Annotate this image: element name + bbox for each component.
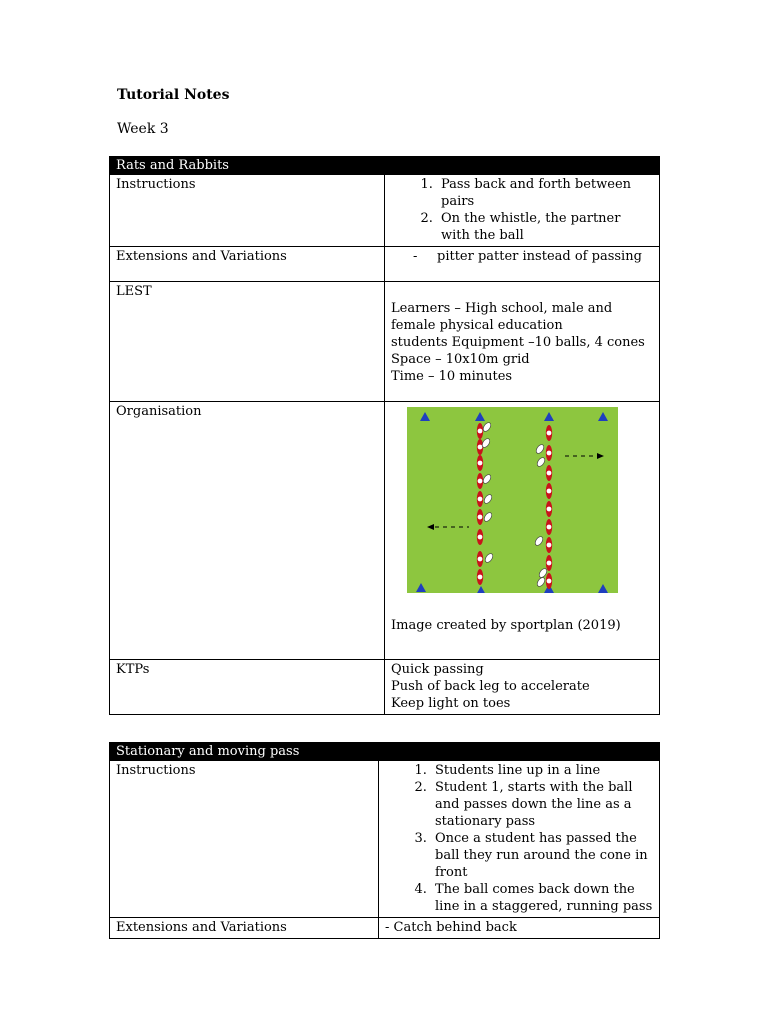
- lest-label: LEST: [110, 282, 385, 402]
- lest-line: students Equipment –10 balls, 4 cones: [391, 335, 645, 350]
- player-icon: [546, 519, 552, 535]
- instructions-list: [385, 762, 653, 915]
- instruction-item: 4. The ball comes back down the line in a staggered, running pass: [431, 881, 653, 915]
- player-icon: [546, 445, 552, 461]
- ktp-item: Quick passing: [391, 662, 484, 677]
- organisation-label: Organisation: [110, 402, 385, 660]
- instruction-item: 1. Students line up in a line: [431, 762, 653, 779]
- lest-line: Learners – High school, male and: [391, 301, 613, 316]
- player-icon: [477, 423, 483, 439]
- document-title: Tutorial Notes: [117, 87, 230, 103]
- image-caption: Image created by sportplan (2019): [391, 618, 621, 633]
- ktps-cell: [385, 660, 660, 715]
- list-dash: -: [413, 249, 418, 264]
- table-header: Stationary and moving pass: [110, 743, 660, 761]
- lest-line: Space – 10x10m grid: [391, 352, 530, 367]
- ktp-item: Push of back leg to accelerate: [391, 679, 590, 694]
- player-icon: [546, 425, 552, 441]
- instruction-item: 1. Pass back and forth between pairs: [437, 176, 653, 210]
- player-icon: [477, 439, 483, 455]
- instruction-item: 3. Once a student has passed the ball they run around the cone in front: [431, 830, 653, 881]
- lest-line: Time – 10 minutes: [391, 369, 513, 384]
- player-icon: [477, 569, 483, 585]
- extensions-label: Extensions and Variations: [110, 247, 385, 282]
- player-icon: [477, 473, 483, 489]
- player-icon: [477, 551, 483, 567]
- stationary-moving-pass-table: [109, 742, 660, 939]
- drill-field-diagram: [407, 407, 618, 593]
- extensions-value: - Catch behind back: [379, 918, 660, 939]
- player-icon: [477, 509, 483, 525]
- instructions-label: Instructions: [110, 761, 379, 918]
- extensions-label: Extensions and Variations: [110, 918, 379, 939]
- grass-field: [407, 407, 618, 593]
- player-icon: [546, 465, 552, 481]
- instructions-cell: [379, 761, 660, 918]
- player-icon: [546, 537, 552, 553]
- rats-and-rabbits-table: [109, 156, 660, 715]
- instructions-label: Instructions: [110, 175, 385, 247]
- player-icon: [546, 573, 552, 589]
- lest-cell: [385, 282, 660, 402]
- instructions-cell: [385, 175, 660, 247]
- extensions-value: pitter patter instead of passing: [437, 249, 642, 264]
- player-icon: [477, 529, 483, 545]
- instructions-list: [391, 176, 653, 244]
- ktp-item: Keep light on toes: [391, 696, 511, 711]
- ktps-label: KTPs: [110, 660, 385, 715]
- lest-line: female physical education: [391, 318, 563, 333]
- player-icon: [546, 501, 552, 517]
- player-icon: [546, 555, 552, 571]
- instruction-item: 2. On the whistle, the partner with the ball: [437, 210, 653, 244]
- extensions-cell: [385, 247, 660, 282]
- organisation-cell: [385, 402, 660, 660]
- player-icon: [546, 483, 552, 499]
- table-header: Rats and Rabbits: [110, 157, 660, 175]
- player-icon: [477, 455, 483, 471]
- instruction-item: 2. Student 1, starts with the ball and passes down the line as a stationary pass: [431, 779, 653, 830]
- week-label: Week 3: [117, 121, 169, 137]
- player-icon: [477, 491, 483, 507]
